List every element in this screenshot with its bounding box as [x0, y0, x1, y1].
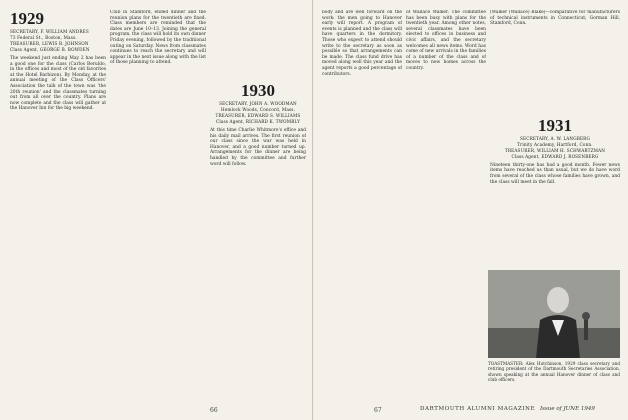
- class-secretary: SECRETARY, JOHN A. WOODMAN: [219, 101, 297, 106]
- class-agent: Class Agent, RICHARD K. TWOMBLY: [215, 119, 301, 124]
- class-treasurer: TREASURER, WILLIAM H. SCHWARTZMAN: [504, 147, 606, 153]
- class-notes-text: At this time Charlie Whitmore's office and his daily mail arrives. The first reunion of our class since the war was held in Hanover, and a good number turned up. Arrangements for the dinner are being handled by the committee and further word will follow.: [210, 128, 306, 167]
- page-number: 66: [210, 407, 218, 414]
- photo-illustration: [488, 270, 620, 358]
- magazine-title-folio: DARTMOUTH ALUMNI MAGAZINE: [420, 406, 536, 412]
- right-column-2: [406, 10, 486, 72]
- column-spacer: [210, 10, 306, 82]
- class-treasurer: TREASURER, EDWARD S. WILLIAMS: [215, 113, 301, 118]
- toastmaster-photo: [488, 270, 620, 358]
- class-notes-text: (Walker (Wallace) Blake)—comparative for manufacturers of technical instruments in Connecticut; Gorman Hill, Stamford, Conn.: [490, 10, 620, 27]
- left-column-2: [110, 10, 206, 66]
- right-column-1: [322, 10, 402, 77]
- left-column-1: [10, 10, 106, 112]
- class-notes-text: body and are well forward on the work: the men going to Hanover early will report. A program of events is planned and the class will have quarters in the dormitory. Those who expect to attend should write to the secretary as soon as possible so that arrangements can be made. The class fund drive has moved along well this year and the agent reports a good percentage of contributors.: [322, 10, 402, 77]
- class-year-heading: 1929: [10, 10, 44, 28]
- left-column-3: [210, 10, 306, 167]
- class-secretary: SECRETARY, A. W. LANGBERG: [520, 135, 590, 141]
- left-page: [0, 0, 313, 420]
- class-secretary: SECRETARY, F. WILLIAM ANDRES: [10, 29, 89, 34]
- class-notes-text: of Wallace Walker. The committee has been busy with plans for the twentieth year. Among other notes, several classmates have been elected to offices in business and civic affairs, and the secretary welcomes all news items. Word has come of new arrivals in the families of a number of the class and of moves to new homes across the country.: [406, 10, 486, 71]
- photo-caption: TOASTMASTER: Alex Hutchinson, 1929 class secretary and retiring president of the Dartmouth Secretaries Association, shown speaking at the annual Hanover dinner of class and club officers.: [488, 361, 620, 382]
- class-agent: Class Agent, GEORGE B. BOWDEN: [10, 47, 90, 52]
- class-notes-text: Club in Stamford, ended dinner and the reunion plans for the twentieth are fixed. Class members are reminded that the dates are June 10–13. Joining the general program, the class will hold its own dinner Friday evening, followed by the traditional outing on Saturday. News from classmates continues to reach the secretary and will appear in the next issue along with the list of those planning to attend.: [110, 10, 206, 66]
- right-column-3: [490, 10, 620, 262]
- class-notes-text: The weekend just ending May 2 has been a good one for the class (Carlos Beruldo, in the offices and most of the old favorites at the Hotel Barbizon). By Monday, at the annual meeting of the Class Officers' Association the talk of the town was 'the 20th reunion' and the classmates turning out from all over the country. Plans are now complete and the class will gather at the Hanover Inn for the big weekend.: [10, 56, 106, 112]
- class-address: Trinity Academy, Hartford, Conn.: [517, 141, 593, 147]
- issue-date-folio: Issue of JUNE 1949: [540, 406, 595, 412]
- page-number: 67: [374, 407, 382, 414]
- class-address: Hemlock Woods, Concord, Mass.: [220, 107, 296, 112]
- class-year-heading: 1931: [538, 115, 572, 135]
- class-treasurer: TREASURER, LEWIS B. JOHNSON: [10, 41, 89, 46]
- class-year-heading: 1930: [241, 81, 275, 100]
- class-agent: Class Agent, EDWARD J. ROSENBERG: [511, 153, 599, 159]
- class-address: 73 Federal St., Boston, Mass.: [10, 35, 77, 40]
- class-notes-text: Nineteen thirty-one has had a good month. Fewer news items have reached us than usual, but we do have word from several of the class whose families have grown, and the class will meet in the fall.: [490, 162, 620, 185]
